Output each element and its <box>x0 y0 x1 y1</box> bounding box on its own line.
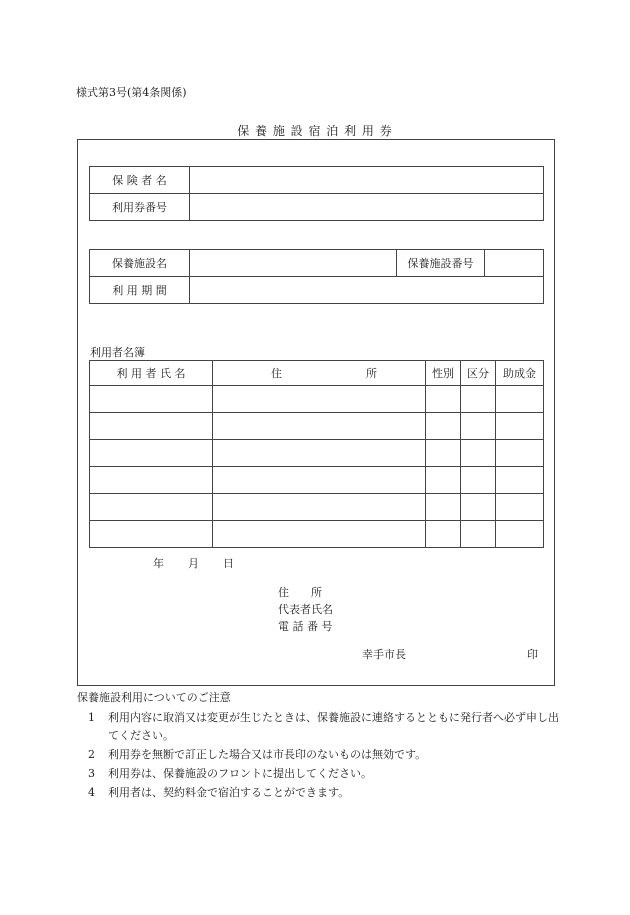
gender-header: 性別 <box>426 361 461 386</box>
insurer-table <box>89 166 544 221</box>
subsidy-cell[interactable] <box>496 386 544 413</box>
name-cell[interactable] <box>90 440 213 467</box>
subsidy-header: 助成金 <box>496 361 544 386</box>
subsidy-cell[interactable] <box>496 521 544 548</box>
insurer-name-field[interactable] <box>190 167 544 194</box>
ticket-number-field[interactable] <box>190 194 544 221</box>
form-code: 様式第3号(第4条関係) <box>76 86 187 99</box>
note-text: 利用者は、契約料金で宿泊することができます。 <box>108 786 350 799</box>
table-row <box>90 386 544 413</box>
facility-number-field[interactable] <box>485 250 544 277</box>
note-number: 2 <box>88 748 95 761</box>
category-cell[interactable] <box>461 521 496 548</box>
note-number: 4 <box>88 786 95 799</box>
gender-cell[interactable] <box>426 467 461 494</box>
address-cell[interactable] <box>213 494 426 521</box>
month-label: 月 <box>188 557 199 570</box>
document-title: 保 養 施 設 宿 泊 利 用 券 <box>237 124 393 138</box>
category-cell[interactable] <box>461 494 496 521</box>
day-label: 日 <box>223 557 234 570</box>
gender-cell[interactable] <box>426 494 461 521</box>
roster-label: 利用者名簿 <box>90 346 145 359</box>
facility-name-label: 保養施設名 <box>90 250 190 277</box>
address-cell[interactable] <box>213 440 426 467</box>
category-cell[interactable] <box>461 413 496 440</box>
issuer-block <box>278 584 333 635</box>
note-text: 利用券は、保養施設のフロントに提出してください。 <box>108 767 372 780</box>
facility-number-label: 保養施設番号 <box>397 250 485 277</box>
address-cell[interactable] <box>213 386 426 413</box>
date-line <box>153 555 234 571</box>
seal-mark: 印 <box>527 648 538 661</box>
address-cell[interactable] <box>213 467 426 494</box>
issuer-address-label: 住 所 <box>278 586 322 599</box>
name-header: 利 用 者 氏 名 <box>90 361 213 386</box>
address-cell[interactable] <box>213 521 426 548</box>
insurer-name-label: 保 険 者 名 <box>90 167 190 194</box>
category-cell[interactable] <box>461 386 496 413</box>
table-row <box>90 521 544 548</box>
category-cell[interactable] <box>461 467 496 494</box>
subsidy-cell[interactable] <box>496 467 544 494</box>
note-number: 1 <box>88 711 95 724</box>
subsidy-cell[interactable] <box>496 440 544 467</box>
mayor-label: 幸手市長 <box>362 648 406 661</box>
address-header <box>213 361 426 386</box>
list-item <box>88 765 568 783</box>
year-label: 年 <box>153 557 164 570</box>
table-row <box>90 440 544 467</box>
list-item <box>88 746 568 764</box>
category-cell[interactable] <box>461 440 496 467</box>
roster-table <box>89 360 544 548</box>
name-cell[interactable] <box>90 494 213 521</box>
table-row <box>90 413 544 440</box>
name-cell[interactable] <box>90 413 213 440</box>
phone-number-label: 電 話 番 号 <box>278 620 333 633</box>
subsidy-cell[interactable] <box>496 413 544 440</box>
note-text: 利用券を無断で訂正した場合又は市長印のないものは無効です。 <box>108 748 427 761</box>
list-item <box>88 709 568 745</box>
gender-cell[interactable] <box>426 440 461 467</box>
note-text: 利用内容に取消又は変更が生じたときは、保養施設に連絡するとともに発行者へ必ず申し出てください。 <box>108 711 559 742</box>
representative-name-label: 代表者氏名 <box>278 603 333 616</box>
roster-header-row <box>90 361 544 386</box>
period-label: 利 用 期 間 <box>90 277 190 304</box>
category-header: 区分 <box>461 361 496 386</box>
address-cell[interactable] <box>213 413 426 440</box>
table-row <box>90 467 544 494</box>
gender-cell[interactable] <box>426 413 461 440</box>
table-row <box>90 494 544 521</box>
notes-title: 保養施設利用についてのご注意 <box>77 691 231 704</box>
period-field[interactable] <box>190 277 544 304</box>
name-cell[interactable] <box>90 386 213 413</box>
list-item <box>88 784 568 802</box>
name-cell[interactable] <box>90 521 213 548</box>
gender-cell[interactable] <box>426 386 461 413</box>
ticket-number-label: 利用券番号 <box>90 194 190 221</box>
address-header-right: 所 <box>366 367 377 380</box>
subsidy-cell[interactable] <box>496 494 544 521</box>
facility-name-field[interactable] <box>190 250 397 277</box>
name-cell[interactable] <box>90 467 213 494</box>
address-header-left: 住 <box>271 367 282 380</box>
notes-list <box>88 709 568 803</box>
note-number: 3 <box>88 767 95 780</box>
gender-cell[interactable] <box>426 521 461 548</box>
facility-table <box>89 249 544 304</box>
